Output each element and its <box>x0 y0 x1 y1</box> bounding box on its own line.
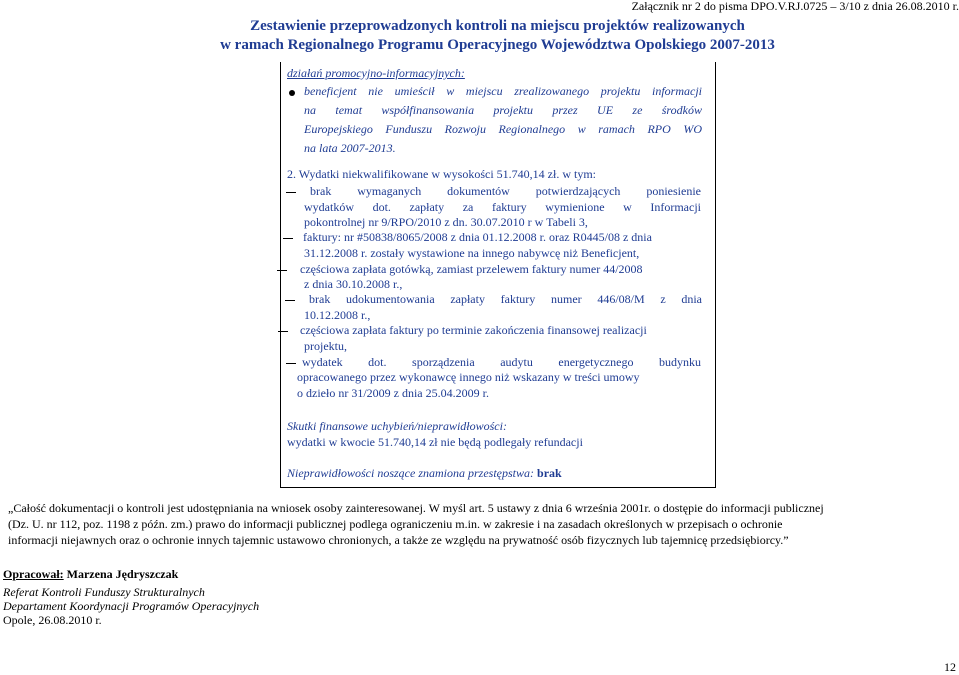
bullet-icon <box>289 90 295 96</box>
item-line: wydatków dot. zapłaty za faktury wymienione w Informacji <box>304 200 701 214</box>
bullet-line: na temat współfinansowania projektu przez UE ze środków <box>304 103 702 117</box>
skutki-value: wydatki w kwocie 51.740,14 zł nie będą podlegały refundacji <box>287 435 583 449</box>
item-line: o dzieło nr 31/2009 z dnia 25.04.2009 r. <box>297 386 489 400</box>
item-line: z dnia 30.10.2008 r., <box>304 277 403 291</box>
skutki-label: Skutki finansowe uchybień/nieprawidłowości: <box>287 419 507 433</box>
point-2-heading: 2. Wydatki niekwalifikowane w wysokości 51.740,14 zł. w tym: <box>287 167 597 181</box>
dash-icon <box>283 238 293 239</box>
item-line: wydatek dot. sporządzenia audytu energetycznego budynku <box>302 355 701 369</box>
dash-icon <box>286 192 296 193</box>
footer-line: „Całość dokumentacji o kontroli jest udostępniania na wniosek osoby zainteresowanej. W myśl art. 5 ustawy z dnia 6 września 2001r. o dostępie do informacji publicznej <box>8 501 824 515</box>
page-title-line1: Zestawienie przeprowadzonych kontroli na miejscu projektów realizowanych <box>250 18 745 34</box>
footer-line: (Dz. U. nr 112, poz. 1198 z późn. zm.) prawo do informacji publicznej podlega ograniczeniu m.in. w zakresie i na zasadach określonych w przepisach o ochronie <box>8 517 783 531</box>
unit-line2: Departament Koordynacji Programów Operacyjnych <box>3 599 260 613</box>
item-line: 31.12.2008 r. zostały wystawione na innego nabywcę niż Beneficjent, <box>304 246 640 260</box>
page-number: 12 <box>944 660 956 674</box>
item-line: 10.12.2008 r., <box>304 308 371 322</box>
item-line: faktury: nr #50838/8065/2008 z dnia 01.12.2008 r. oraz R0445/08 z dnia <box>303 230 652 244</box>
dash-icon <box>277 270 287 271</box>
attachment-note: Załącznik nr 2 do pisma DPO.V.RJ.0725 – 3/10 z dnia 26.08.2010 r. <box>631 0 959 13</box>
item-line: częściowa zapłata gotówką, zamiast przelewem faktury numer 44/2008 <box>300 262 643 276</box>
section-heading: działań promocyjno-informacyjnych: <box>287 66 465 80</box>
footer-line: informacji niejawnych oraz o ochronie innych tajemnic ustawowo chronionych, a także ze względu na prywatność osób fizycznych lub tajemnicę przedsiębiorcy.” <box>8 533 789 547</box>
opracowal-name: Marzena Jędryszczak <box>66 567 179 581</box>
nieprawidlowosci-label: Nieprawidłowości noszące znamiona przestępstwa: <box>287 466 535 480</box>
item-line: pokontrolnej nr 9/RPO/2010 z dn. 30.07.2010 r w Tabeli 3, <box>304 215 588 229</box>
item-line: brak wymaganych dokumentów potwierdzających poniesienie <box>310 184 701 198</box>
bullet-line: Europejskiego Funduszu Rozwoju Regionalnego w ramach RPO WO <box>304 122 702 136</box>
unit-line1: Referat Kontroli Funduszy Strukturalnych <box>3 585 205 599</box>
nieprawidlowosci-value: brak <box>537 466 562 480</box>
bullet-line: na lata 2007-2013. <box>304 141 396 155</box>
dash-icon <box>285 300 295 301</box>
item-line: opracowanego przez wykonawcę innego niż wskazany w treści umowy <box>297 370 640 384</box>
dash-icon <box>278 331 288 332</box>
dash-icon <box>286 363 296 364</box>
item-line: brak udokumentowania zapłaty faktury numer 446/08/M z dnia <box>309 292 702 306</box>
place-date: Opole, 26.08.2010 r. <box>3 613 102 627</box>
bullet-line: beneficjent nie umieścił w miejscu zrealizowanego projektu informacji <box>304 84 702 98</box>
opracowal-label: Opracował: <box>3 567 64 581</box>
item-line: projektu, <box>304 339 347 353</box>
item-line: częściowa zapłata faktury po terminie zakończenia finansowej realizacji <box>300 323 647 337</box>
page-title-line2: w ramach Regionalnego Programu Operacyjnego Województwa Opolskiego 2007-2013 <box>220 37 775 53</box>
